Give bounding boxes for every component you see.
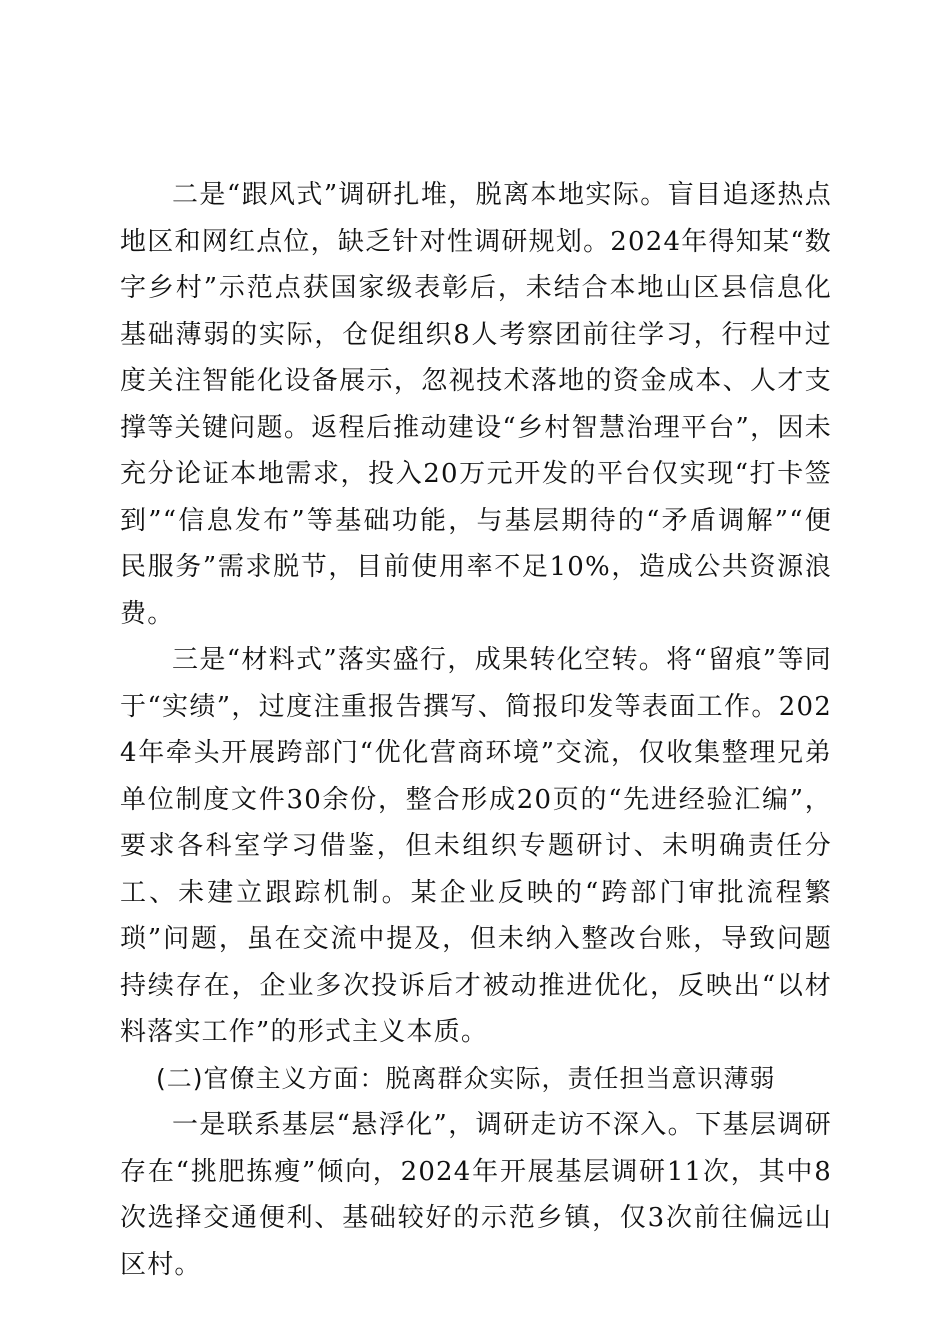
section-heading-bureaucratism: (二)官僚主义方面：脱离群众实际，责任担当意识薄弱 bbox=[156, 1063, 776, 1093]
paragraph-follow-trend-research: 二是“跟风式”调研扎堆，脱离本地实际。盲目追逐热点地区和网红点位，缺乏针对性调研规划。2024年得知某“数字乡村”示范点获国家级表彰后，未结合本地山区县信息化基础薄弱的实际，仓促组织8人考察团前往学习，行程中过度关注智能化设备展示，忽视技术落地的资金成本、人才支撑等关键问题。返程后推动建设“乡村智慧治理平台”，因未充分论证本地需求，投入20万元开发的平台仅实现“打卡签到”“信息发布”等基础功能，与基层期待的“矛盾调解”“便民服务”需求脱节，目前使用率不足10%，造成公共资源浪费。 bbox=[120, 180, 832, 629]
paragraph-grassroots-contact: 一是联系基层“悬浮化”，调研走访不深入。下基层调研存在“挑肥拣瘦”倾向，2024年开展基层调研11次，其中8次选择交通便利、基础较好的示范乡镇，仅3次前往偏远山区村。 bbox=[120, 1110, 832, 1280]
paragraph-material-implementation: 三是“材料式”落实盛行，成果转化空转。将“留痕”等同于“实绩”，过度注重报告撰写、简报印发等表面工作。2024年牵头开展跨部门“优化营商环境”交流，仅收集整理兄弟单位制度文件30余份，整合形成20页的“先进经验汇编”，要求各科室学习借鉴，但未组织专题研讨、未明确责任分工、未建立跟踪机制。某企业反映的“跨部门审批流程繁琐”问题，虽在交流中提及，但未纳入整改台账，导致问题持续存在，企业多次投诉后才被动推进优化，反映出“以材料落实工作”的形式主义本质。 bbox=[120, 645, 832, 1047]
document-body bbox=[120, 172, 832, 1288]
